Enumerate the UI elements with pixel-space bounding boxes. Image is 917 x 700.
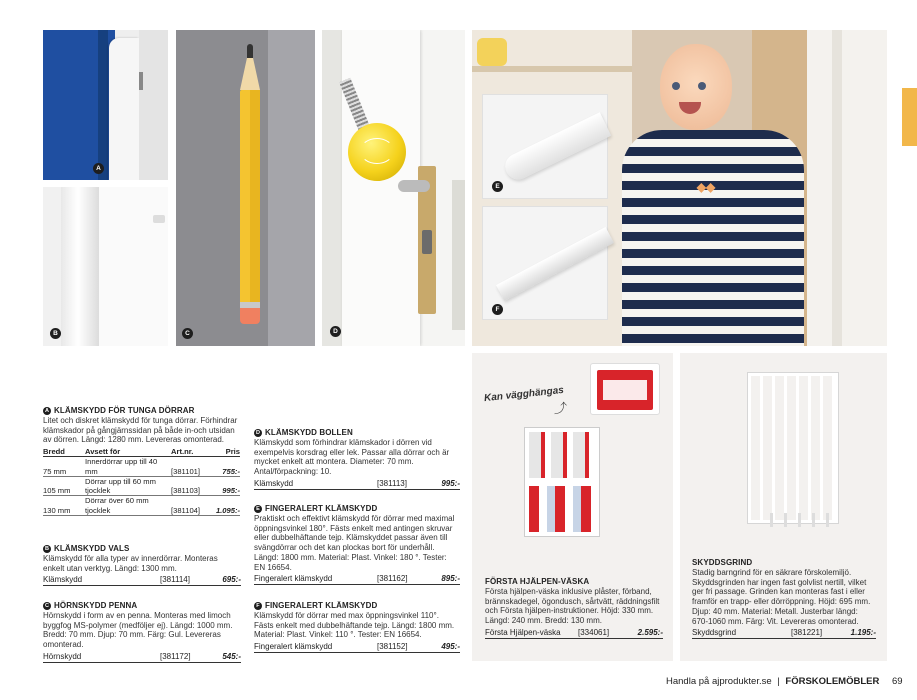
cell-avsett: Innerdörrar upp till 40 mm xyxy=(85,457,171,477)
order-artnr: [381114] xyxy=(160,575,190,585)
first-aid-case-open xyxy=(524,427,600,537)
table-row xyxy=(43,476,240,496)
order-artnr: [381172] xyxy=(160,651,191,661)
badge-e: E xyxy=(492,181,503,192)
order-artnr: [334061] xyxy=(578,627,610,637)
product-e xyxy=(254,504,460,585)
order-price: 695:- xyxy=(222,575,241,585)
order-price: 495:- xyxy=(441,642,460,651)
product-b-description: Klämskydd för alla typer av innerdörrar. Monteras enkelt utan verktyg. Längd: 1300 mm. xyxy=(43,553,218,573)
cell-artnr: [381104] xyxy=(171,496,213,516)
order-artnr: [381152] xyxy=(377,642,408,651)
order-artnr: [381113] xyxy=(377,478,407,488)
order-price: 545:- xyxy=(222,651,241,661)
badge-a: A xyxy=(93,163,104,174)
product-c-title: HÖRNSKYDD PENNA xyxy=(54,601,138,610)
inset-photo-e xyxy=(482,94,608,199)
cell-artnr: [381103] xyxy=(171,476,213,496)
product-a xyxy=(43,406,241,516)
order-name: Hörnskydd xyxy=(43,651,82,661)
badge-c-inline: C xyxy=(44,603,50,609)
photo-d-ball-stopper xyxy=(322,30,465,346)
footer-link[interactable]: Handla på ajprodukter.se xyxy=(666,676,772,687)
cell-artnr: [381101] xyxy=(171,457,213,477)
product-d-title: KLÄMSKYDD BOLLEN xyxy=(265,428,353,437)
size-table xyxy=(43,447,240,516)
product-a-description: Litet och diskret klämskydd för tunga dörrar. Förhindrar klämskador på gångjärnssidan på både in-och utsidan av dörren. Längd: 1280 mm. Levereras omonterad. xyxy=(43,415,238,445)
badge-f-inline: F xyxy=(254,602,262,610)
badge-b-inline: B xyxy=(44,546,50,552)
product-f-title: FINGERALERT KLÄMSKYDD xyxy=(265,601,378,610)
gate-order-row xyxy=(692,628,876,639)
gate-description: Stadig barngrind för en säkrare förskolemiljö. Skyddsgrinden har ingen fast golvlist nertill, vilket ger fri passage. Grinden kan monteras fast i eller framför en trapp- eller dörröppning. Höjd: 695 mm. Djup: 40 mm. Material: Metall. Justerbar längd: 670-1060 mm. Färg: Vit. Levereras omonterad. xyxy=(692,567,871,626)
order-name: Fingeralert klämskydd xyxy=(254,642,333,651)
product-e-order-row xyxy=(254,574,460,585)
product-f xyxy=(254,601,460,653)
table-row xyxy=(43,496,240,516)
first-aid-case-closed xyxy=(590,363,660,415)
badge-b: B xyxy=(50,328,61,339)
section-tab xyxy=(902,88,917,146)
photo-c-pencil-guard xyxy=(176,30,315,346)
badge-f: F xyxy=(492,304,503,315)
order-name: Första Hjälpen-väska xyxy=(485,627,561,637)
cell-bredd: 130 mm xyxy=(43,496,85,516)
product-d xyxy=(254,428,460,490)
arrow-icon: ⤴ xyxy=(554,401,568,416)
safety-gate xyxy=(748,373,838,523)
photo-child-door xyxy=(472,30,887,346)
order-artnr: [381221] xyxy=(791,628,823,638)
badge-d-inline: D xyxy=(255,430,261,436)
product-a-title: KLÄMSKYDD FÖR TUNGA DÖRRAR xyxy=(54,406,195,415)
footer-section: FÖRSKOLEMÖBLER xyxy=(785,676,880,687)
cell-bredd: 105 mm xyxy=(43,476,85,496)
first-aid-description: Första hjälpen-väska inklusive plåster, förband, brännskadegel, ögondusch, sårtvätt, räddningsfilt och Första hjälpen-instruktioner. Höjd: 330 mm. Längd: 240 mm. Bredd: 130 mm. xyxy=(485,586,660,625)
badge-e-inline: E xyxy=(254,505,262,513)
product-f-order-row xyxy=(254,642,460,653)
footer-separator: | xyxy=(777,676,780,687)
cell-pris: 995:- xyxy=(213,476,240,496)
inset-photo-f xyxy=(482,206,608,320)
product-e-description: Praktiskt och effektivt klämskydd för dörrar med maximal öppningsvinkel 180°. Fästs enkelt med antingen skruvar eller dubbelhäftande tejp. Klämskyddet passar även till svängdörrar och det kan plockas bort för underhåll. Längd: 1800 mm. Material: Plast. Vinkel: 180 °. Tester: EN 16654. xyxy=(254,513,455,572)
gate-title: SKYDDSGRIND xyxy=(692,558,753,567)
order-name: Fingeralert klämskydd xyxy=(254,574,333,584)
cell-bredd: 75 mm xyxy=(43,457,85,477)
hoodie-print: ◆◆ xyxy=(696,180,716,194)
order-artnr: [381162] xyxy=(377,574,408,584)
col-artnr: Art.nr. xyxy=(171,447,213,457)
cell-pris: 1.095:- xyxy=(213,496,240,516)
product-c-description: Hörnskydd i form av en penna. Monteras med limoch byggfog MS-polymer (medföljer ej). Längd: 1000 mm. Bredd: 70 mm. Djup: 70 mm. Färg: Gul. Levereras omonterad. xyxy=(43,610,233,649)
product-e-title: FINGERALERT KLÄMSKYDD xyxy=(265,504,378,513)
cell-avsett: Dörrar upp till 60 mm tjocklek xyxy=(85,476,171,496)
badge-c: C xyxy=(182,328,193,339)
first-aid-title: FÖRSTA HJÄLPEN-VÄSKA xyxy=(485,577,590,586)
product-d-order-row xyxy=(254,479,460,490)
photo-b-roller-guard xyxy=(43,187,168,346)
page-footer xyxy=(666,676,903,688)
product-b xyxy=(43,544,241,586)
cell-avsett: Dörrar över 60 mm tjocklek xyxy=(85,496,171,516)
product-b-title: KLÄMSKYDD VALS xyxy=(54,544,130,553)
badge-d: D xyxy=(330,326,341,337)
order-price: 1.195:- xyxy=(850,628,876,638)
order-price: 2.595:- xyxy=(637,627,663,637)
col-bredd: Bredd xyxy=(43,447,85,457)
photo-a-door-guard xyxy=(43,30,168,180)
annotation-label: Kan vägghängas xyxy=(483,384,565,405)
table-row xyxy=(43,457,240,477)
order-name: Skyddsgrind xyxy=(692,628,737,638)
product-b-order-row xyxy=(43,575,241,586)
cell-pris: 755:- xyxy=(213,457,240,477)
col-avsett: Avsett för xyxy=(85,447,171,457)
product-f-description: Klämskydd för dörrar med max öppningsvinkel 110°. Fästs enkelt med dubbelhäftande tejp. Längd: 1800 mm. Material: Plast. Vinkel: 110 °. Tester: EN 16654. xyxy=(254,610,455,640)
order-name: Klämskydd xyxy=(254,478,294,488)
first-aid-order-row xyxy=(485,628,663,639)
order-price: 895:- xyxy=(441,574,460,584)
order-name: Klämskydd xyxy=(43,575,83,585)
page-number: 69 xyxy=(891,676,903,687)
product-first-aid xyxy=(485,577,663,639)
order-price: 995:- xyxy=(441,478,460,488)
col-pris: Pris xyxy=(213,447,240,457)
product-d-description: Klämskydd som förhindrar klämskador i dörren vid exempelvis korsdrag eller lek. Passar alla dörrar och är mycket enkelt att montera. Diameter: 70 mm. Antal/förpackning: 10. xyxy=(254,437,450,476)
product-c-order-row xyxy=(43,652,241,663)
badge-a-inline: A xyxy=(44,408,50,414)
product-c xyxy=(43,601,241,663)
product-gate xyxy=(692,558,876,639)
